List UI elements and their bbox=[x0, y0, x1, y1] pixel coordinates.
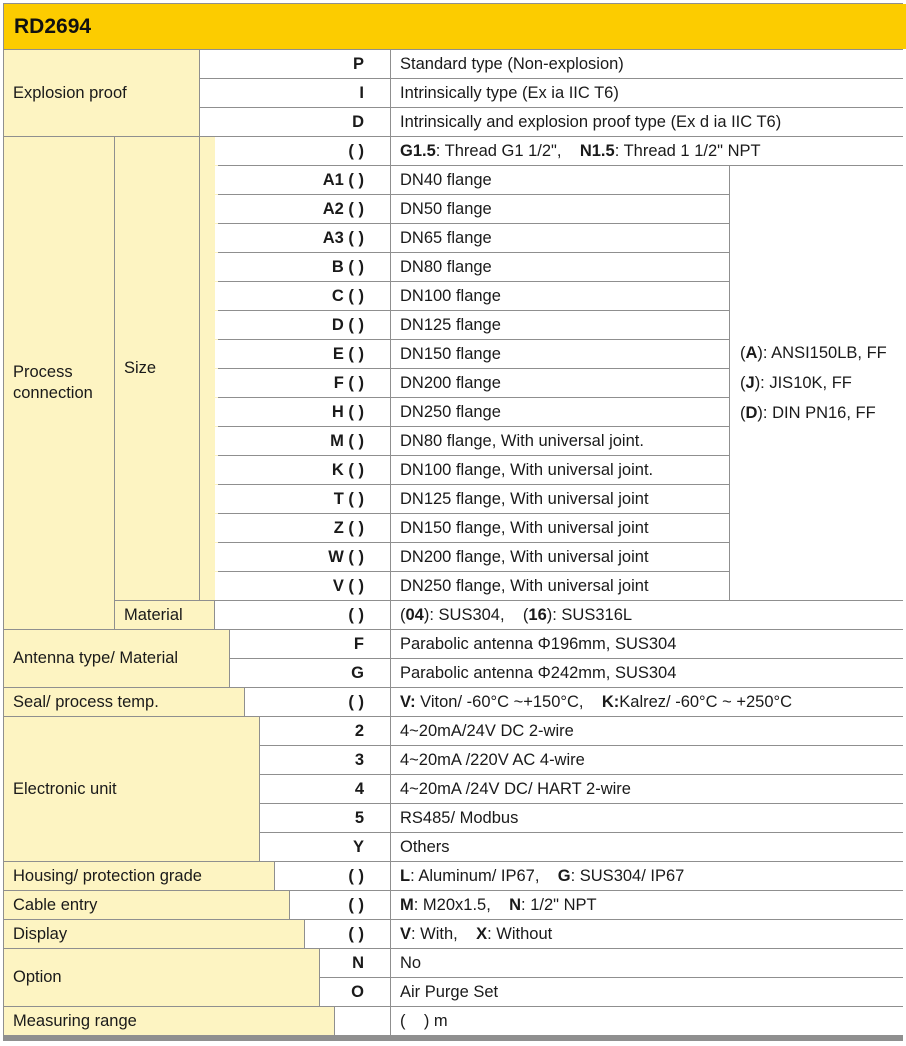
display-desc: V : With, X : Without bbox=[391, 920, 906, 948]
thread-key-g: G1.5 bbox=[400, 141, 436, 160]
antenna-desc-g: Parabolic antenna Φ242mm, SUS304 bbox=[391, 659, 906, 687]
seal-label: Seal/ process temp. bbox=[4, 688, 244, 716]
material-code: ( ) bbox=[215, 601, 390, 629]
electronic-code: 3 bbox=[260, 746, 390, 774]
size-desc: DN40 flange bbox=[391, 166, 729, 194]
explosion-code-p: P bbox=[200, 50, 390, 78]
housing-label: Housing/ protection grade bbox=[4, 862, 274, 890]
option-code-o: O bbox=[320, 978, 390, 1006]
size-desc: DN125 flange bbox=[391, 311, 729, 339]
cable-entry-desc: M : M20x1.5, N : 1/2" NPT bbox=[391, 891, 906, 919]
material-label: Material bbox=[115, 601, 214, 629]
size-desc: DN150 flange, With universal joint bbox=[391, 514, 729, 542]
measuring-range-code bbox=[335, 1007, 390, 1035]
flange-note-din: (D): DIN PN16, FF bbox=[740, 404, 876, 422]
flange-note-ansi: (A): ANSI150LB, FF bbox=[740, 344, 887, 362]
measuring-range-desc: ( ) m bbox=[391, 1007, 906, 1035]
size-code: A3 ( ) bbox=[215, 224, 390, 252]
electronic-code: 2 bbox=[260, 717, 390, 745]
size-code: T ( ) bbox=[215, 485, 390, 513]
size-code: H ( ) bbox=[215, 398, 390, 426]
electronic-desc: RS485/ Modbus bbox=[391, 804, 906, 832]
size-code: V ( ) bbox=[215, 572, 390, 600]
size-desc: DN80 flange bbox=[391, 253, 729, 281]
electronic-desc: 4~20mA /220V AC 4-wire bbox=[391, 746, 906, 774]
housing-desc: L : Aluminum/ IP67, G : SUS304/ IP67 bbox=[391, 862, 906, 890]
size-desc: DN50 flange bbox=[391, 195, 729, 223]
cable-entry-code: ( ) bbox=[290, 891, 390, 919]
size-desc: DN200 flange bbox=[391, 369, 729, 397]
explosion-desc-p: Standard type (Non-explosion) bbox=[391, 50, 906, 78]
electronic-code: 4 bbox=[260, 775, 390, 803]
table-title: RD2694 bbox=[4, 4, 906, 49]
size-desc: DN65 flange bbox=[391, 224, 729, 252]
size-code: Z ( ) bbox=[215, 514, 390, 542]
material-desc: ( 04 ): SUS304, ( 16 ): SUS316L bbox=[391, 601, 906, 629]
measuring-range-label: Measuring range bbox=[4, 1007, 334, 1035]
size-code: F ( ) bbox=[215, 369, 390, 397]
electronic-desc: 4~20mA/24V DC 2-wire bbox=[391, 717, 906, 745]
antenna-code-f: F bbox=[230, 630, 390, 658]
size-code: E ( ) bbox=[215, 340, 390, 368]
size-label: Size bbox=[115, 137, 199, 600]
antenna-label: Antenna type/ Material bbox=[4, 630, 229, 687]
thread-text-n: : Thread 1 1/2" NPT bbox=[614, 141, 761, 160]
size-code: D ( ) bbox=[215, 311, 390, 339]
cable-entry-label: Cable entry bbox=[4, 891, 289, 919]
explosion-desc-d: Intrinsically and explosion proof type (Ex d ia IIC T6) bbox=[391, 108, 906, 136]
thread-key-n: N1.5 bbox=[579, 141, 615, 160]
size-desc: DN100 flange bbox=[391, 282, 729, 310]
size-desc: DN150 flange bbox=[391, 340, 729, 368]
size-code: C ( ) bbox=[215, 282, 390, 310]
option-desc-n: No bbox=[391, 949, 906, 977]
flange-standard-notes bbox=[730, 166, 906, 600]
size-code: K ( ) bbox=[215, 456, 390, 484]
thread-text-g: : Thread G1 1/2", bbox=[435, 141, 562, 160]
size-desc: DN250 flange bbox=[391, 398, 729, 426]
size-desc: DN100 flange, With universal joint. bbox=[391, 456, 729, 484]
electronic-code: Y bbox=[260, 833, 390, 861]
option-code-n: N bbox=[320, 949, 390, 977]
option-desc-o: Air Purge Set bbox=[391, 978, 906, 1006]
seal-code: ( ) bbox=[245, 688, 390, 716]
explosion-desc-i: Intrinsically type (Ex ia IIC T6) bbox=[391, 79, 906, 107]
thread-desc bbox=[391, 137, 906, 165]
size-code: B ( ) bbox=[215, 253, 390, 281]
size-desc: DN250 flange, With universal joint bbox=[391, 572, 729, 600]
antenna-desc-f: Parabolic antenna Φ196mm, SUS304 bbox=[391, 630, 906, 658]
option-label: Option bbox=[4, 949, 319, 1006]
size-code: M ( ) bbox=[215, 427, 390, 455]
process-connection-label: Process connection bbox=[4, 137, 114, 629]
flange-note-jis: (J): JIS10K, FF bbox=[740, 374, 852, 392]
size-code: A2 ( ) bbox=[215, 195, 390, 223]
explosion-code-d: D bbox=[200, 108, 390, 136]
size-code: A1 ( ) bbox=[215, 166, 390, 194]
electronic-desc: Others bbox=[391, 833, 906, 861]
electronic-code: 5 bbox=[260, 804, 390, 832]
explosion-proof-label: Explosion proof bbox=[4, 50, 199, 136]
size-code: W ( ) bbox=[215, 543, 390, 571]
housing-code: ( ) bbox=[275, 862, 390, 890]
display-code: ( ) bbox=[305, 920, 390, 948]
order-code-table bbox=[3, 3, 903, 1041]
explosion-code-i: I bbox=[200, 79, 390, 107]
size-desc: DN125 flange, With universal joint bbox=[391, 485, 729, 513]
seal-desc: V: Viton/ -60°C ~+150°C, K: Kalrez/ -60°C ~ +250°C bbox=[391, 688, 906, 716]
antenna-code-g: G bbox=[230, 659, 390, 687]
display-label: Display bbox=[4, 920, 304, 948]
electronic-unit-label: Electronic unit bbox=[4, 717, 259, 861]
size-desc: DN200 flange, With universal joint bbox=[391, 543, 729, 571]
size-desc: DN80 flange, With universal joint. bbox=[391, 427, 729, 455]
electronic-desc: 4~20mA /24V DC/ HART 2-wire bbox=[391, 775, 906, 803]
thread-code: ( ) bbox=[215, 137, 390, 165]
